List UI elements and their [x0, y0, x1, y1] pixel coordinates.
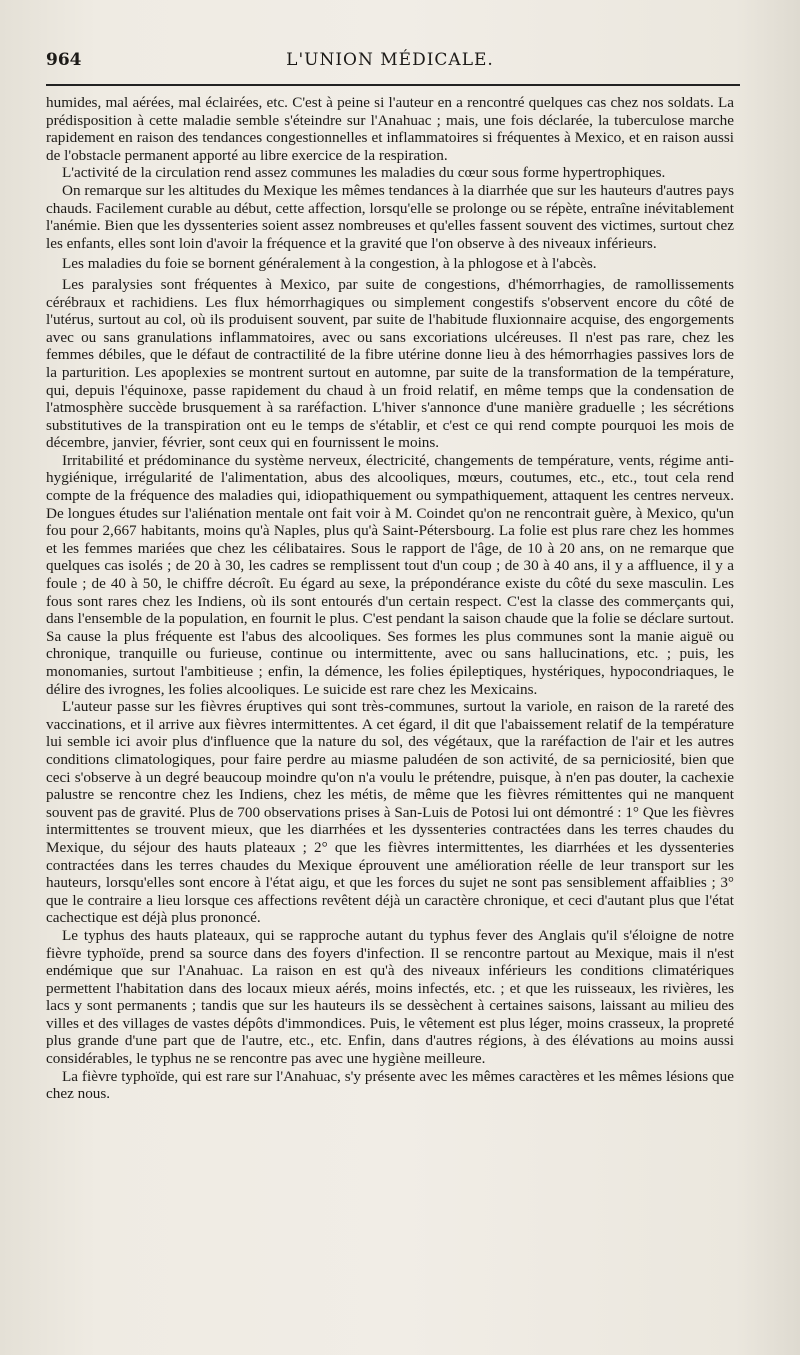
- paragraph-alienation: Irritabilité et prédominance du système nerveux, électricité, changements de température, vents, régime anti-hygiénique, irrégularité de l'alimentation, abus des alcooliques, mœurs, coutumes, etc., etc., tout cela rend compte de la fréquence des maladies qui, idiopathiquement ou sympathiquement, attaquent les centres nerveux. De longues études sur l'aliénation mentale ont fait voir à M. Coindet qu'on ne rencontrait guère, à Mexico, qu'un fou pour 2,667 habitants, moins qu'à Naples, plus qu'à Saint-Pétersbourg. La folie est plus rare chez les hommes et les femmes mariées que chez les célibataires. Sous le rapport de l'âge, de 10 à 20 ans, on ne remarque que quelques cas isolés ; de 20 à 30, les cadres se remplissent tout d'un coup ; de 30 à 40 ans, il y a affluence, il y a foule ; de 40 à 50, le chiffre décroît. Eu égard au sexe, la prépondérance existe du côté du sexe masculin. Les fous sont rares chez les Indiens, où ils sont entourés d'un certain respect. C'est la classe des commerçants qui, dans l'ensemble de la population, en fournit le plus. C'est pendant la saison chaude que la folie se déclare surtout. Sa cause la plus fréquente est l'abus des alcooliques. Ses formes les plus communes sont la manie aiguë ou chronique, tranquille ou furieuse, continue ou intermittente, avec ou sans hallucinations, etc. ; puis, les monomanies, surtout l'ambitieuse ; enfin, la démence, les folies épileptiques, hystériques, hypocondriaques, le délire des ivrognes, les folies alcooliques. Le suicide est rare chez les Mexicains.: [46, 451, 734, 698]
- paragraph-typhoide: La fièvre typhoïde, qui est rare sur l'Anahuac, s'y présente avec les mêmes caractères et les mêmes lésions que chez nous.: [46, 1067, 734, 1103]
- running-title: L'UNION MÉDICALE.: [286, 50, 494, 70]
- paragraph-coeur: L'activité de la circulation rend assez communes les maladies du cœur sous forme hypertrophiques.: [62, 164, 666, 182]
- paragraph-diarrhee: On remarque sur les altitudes du Mexique les mêmes tendances à la diarrhée que sur les hauteurs d'autres pays chauds. Facilement curable au début, cette affection, lorsqu'elle se prolonge ou se répète, entraîne inévitablement l'anémie. Bien que les dyssenteries soient assez nombreuses et qu'elles fassent souvent des victimes, surtout chez les enfants, elles sont loin d'avoir la fréquence et la gravité que l'on observe à des niveaux inférieurs.: [46, 181, 734, 252]
- article-body: [46, 94, 734, 1103]
- page-number: 964: [46, 50, 82, 70]
- paragraph-tuberculose: humides, mal aérées, mal éclairées, etc. C'est à peine si l'auteur en a rencontré quelques cas chez nos soldats. La prédisposition à cette maladie semble s'éteindre sur l'Anahuac ; mais, une fois déclarée, la tuberculose marche rapidement en raison des tendances congestionnelles et inflammatoires si fréquentes à Mexico, et en raison aussi de l'obstacle permanent apporté au libre exercice de la respiration.: [46, 94, 734, 164]
- paragraph-fievres: L'auteur passe sur les fièvres éruptives qui sont très-communes, surtout la variole, en raison de la rareté des vaccinations, et il arrive aux fièvres intermittentes. A cet égard, il dit que l'abaissement relatif de la température lui semble ici avoir plus d'influence que la nature du sol, des végétaux, que la raréfaction de l'air et les autres conditions climatologiques, pour faire perdre au miasme paludéen de son activité, de sa perniciosité, bien que ceci s'observe à un degré beaucoup moindre qu'on n'a voulu le prétendre, puisque, à n'en pas douter, la cachexie palustre se rencontre chez les Indiens, chez les métis, de même que les fièvres rémittentes qui ne manquent souvent pas de gravité. Plus de 700 observations prises à San-Luis de Potosi lui ont démontré : 1° Que les fièvres intermittentes se trouvent mieux, que les diarrhées et les dyssenteries contractées dans les terres chaudes du Mexique, du séjour des hauts plateaux ; 2° que les fièvres intermittentes, les diarrhées et les dyssenteries contractées dans les terres chaudes du Mexique éprouvent une amélioration réelle de leur transport sur les hauteurs, lorsqu'elles sont encore à l'état aigu, et que les forces du sujet ne sont pas sensiblement affaiblies ; 3° que le contraire a lieu lorsque ces affections revêtent déjà un caractère chronique, et ceci d'autant plus que l'état cachectique est déjà plus prononcé.: [46, 698, 734, 927]
- paragraph-paralysies: Les paralysies sont fréquentes à Mexico, par suite de congestions, d'hémorrhagies, de ramollissements cérébraux et rachidiens. Les flux hémorrhagiques ou simplement congestifs s'observent encore du côté de l'utérus, surtout au col, où ils produisent souvent, par suite de l'habitude fluxionnaire acquise, des engorgements avec ou sans granulations inflammatoires, avec ou sans excoriations ulcéreuses. Il n'est pas rare, chez les femmes débiles, que le défaut de contractilité de la fibre utérine donne lieu à des hémorrhagies passives lors de la parturition. Les apoplexies se montrent surtout en automne, par suite de la transformation de la température, qui, depuis l'équinoxe, passe rapidement du chaud à un froid relatif, en même temps que la condensation de l'atmosphère succède brusquement à sa raréfaction. L'hiver s'annonce d'une manière graduelle ; les sécrétions substitutives de la transpiration ont eu le temps de s'établir, et c'est ce qui rend compte pourquoi les mois de décembre, janvier, février, sont ceux qui en fournissent le moins.: [46, 275, 734, 452]
- paragraph-foie: Les maladies du foie se bornent généralement à la congestion, à la phlogose et à l'abcès.: [62, 255, 597, 273]
- page-header: [46, 44, 734, 78]
- header-rule: [46, 84, 740, 86]
- paragraph-typhus: Le typhus des hauts plateaux, qui se rapproche autant du typhus fever des Anglais qu'il s'éloigne de notre fièvre typhoïde, prend sa source dans des foyers d'infection. Il se rencontre partout au Mexique, mais il n'est endémique que sur l'Anahuac. La raison en est qu'à des niveaux inférieurs les conditions climatériques permettent l'habitation dans des locaux mieux aérés, moins infectés, etc. ; et que les ruisseaux, les rivières, les lacs y sont permanents ; tandis que sur les hauteurs ils se dessèchent à certaines saisons, laissant au milieu des villes et des villages de vastes dépôts d'immondices. Puis, le vêtement est plus léger, moins crasseux, la propreté plus grande d'une part que de l'autre, etc., etc. Enfin, dans d'autres régions, à des élévations au moins aussi considérables, le typhus ne se rencontre pas avec une hygiène meilleure.: [46, 926, 734, 1068]
